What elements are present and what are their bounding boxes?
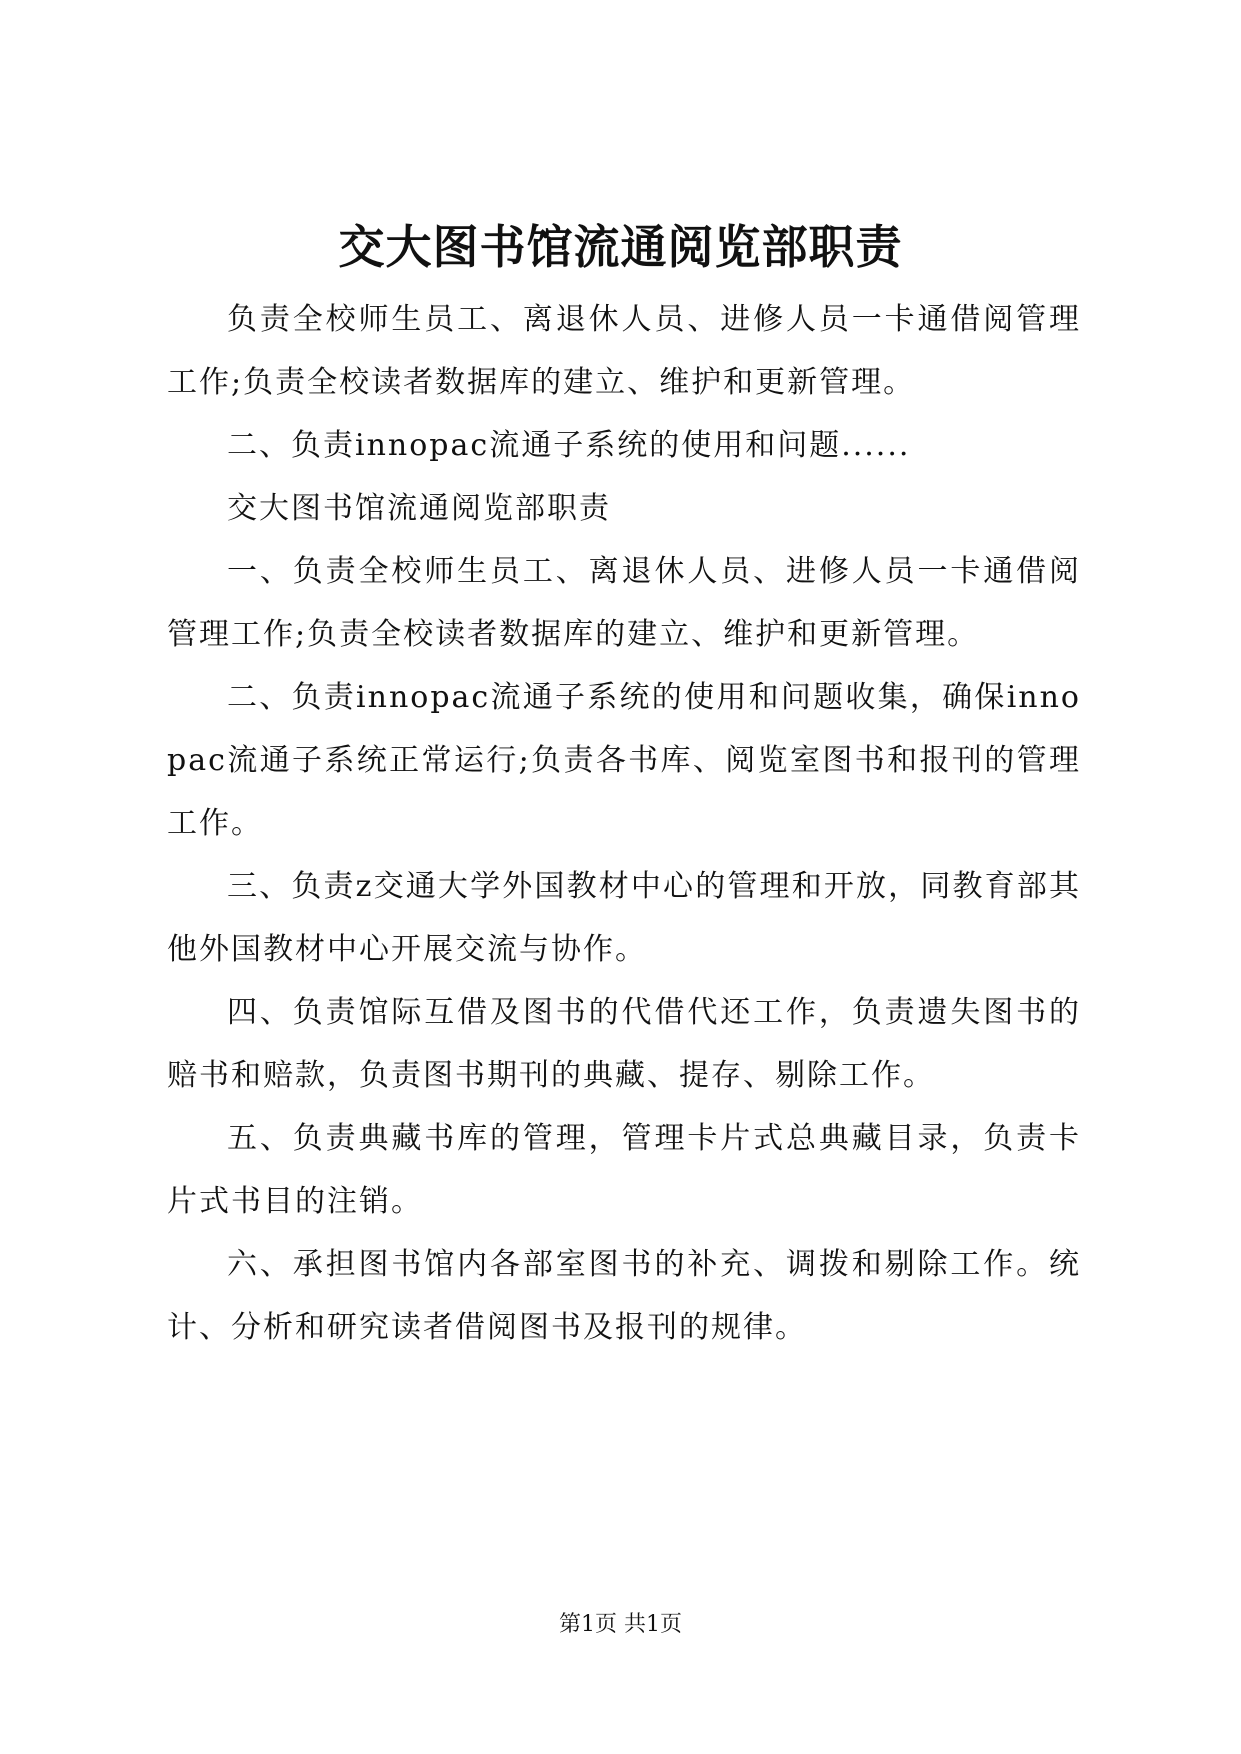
paragraph-8: 五、负责典藏书库的管理，管理卡片式总典藏目录，负责卡片式书目的注销。 (167, 1121, 1081, 1219)
document-title: 交大图书馆流通阅览部职责 (338, 220, 903, 274)
paragraph-7: 四、负责馆际互借及图书的代借代还工作，负责遗失图书的赔书和赔款，负责图书期刊的典藏、提存、剔除工作。 (167, 995, 1081, 1093)
page-footer (0, 1610, 1241, 1640)
paragraph-9: 六、承担图书馆内各部室图书的补充、调拨和剔除工作。统计、分析和研究读者借阅图书及报刊的规律。 (167, 1247, 1081, 1345)
document-body (167, 288, 1081, 1359)
page-number-label: 第1页 共1页 (559, 1612, 682, 1637)
paragraph-3: 交大图书馆流通阅览部职责 (227, 491, 611, 526)
paragraph-2: 二、负责innopac流通子系统的使用和问题...... (227, 428, 911, 463)
paragraph-6: 三、负责z交通大学外国教材中心的管理和开放，同教育部其他外国教材中心开展交流与协作。 (167, 869, 1081, 967)
paragraph-5: 二、负责innopac流通子系统的使用和问题收集，确保innopac流通子系统正常运行;负责各书库、阅览室图书和报刊的管理工作。 (167, 680, 1081, 841)
paragraph-1: 负责全校师生员工、离退休人员、进修人员一卡通借阅管理工作;负责全校读者数据库的建立、维护和更新管理。 (167, 302, 1081, 400)
paragraph-4: 一、负责全校师生员工、离退休人员、进修人员一卡通借阅管理工作;负责全校读者数据库的建立、维护和更新管理。 (167, 554, 1081, 652)
